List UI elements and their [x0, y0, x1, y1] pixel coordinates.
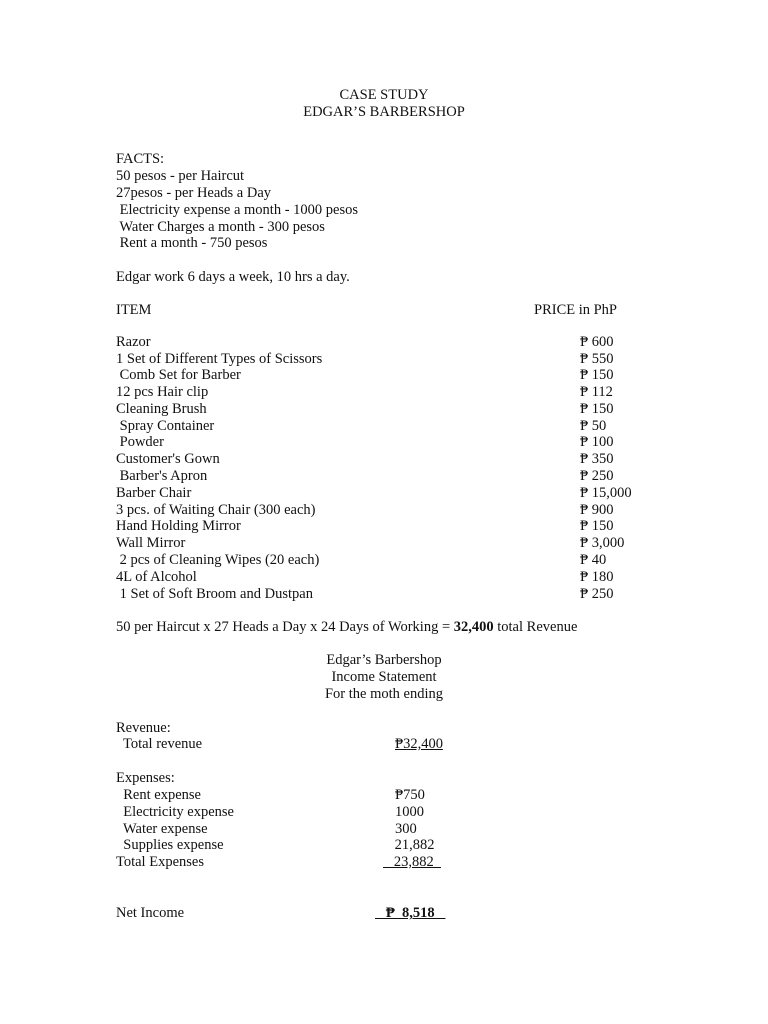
revenue-label: Revenue: — [116, 720, 171, 736]
fact-item: Water Charges a month - 300 pesos — [116, 219, 325, 235]
statement-company: Edgar’s Barbershop — [326, 652, 442, 668]
expenses-label: Expenses: — [116, 770, 175, 786]
price-row-item: Spray Container — [116, 418, 215, 434]
price-row-item: Wall Mirror — [116, 535, 186, 551]
total-expenses-value: 23,882 — [383, 854, 441, 870]
price-row-price: ₱ 150 — [580, 518, 614, 534]
revenue-formula-suffix: total Revenue — [493, 619, 578, 635]
expense-value: 1000 — [395, 804, 424, 820]
price-row-price: ₱ 15,000 — [580, 485, 632, 501]
price-row-price: ₱ 112 — [580, 384, 613, 400]
price-row-item: 2 pcs of Cleaning Wipes (20 each) — [116, 552, 320, 568]
price-row-price: ₱ 600 — [580, 334, 614, 350]
price-row-item: 3 pcs. of Waiting Chair (300 each) — [116, 502, 316, 518]
expense-value: ₱750 — [395, 787, 425, 803]
price-row-price: ₱ 40 — [580, 552, 607, 568]
fact-item: Electricity expense a month - 1000 pesos — [116, 202, 359, 218]
statement-title: Income Statement — [331, 669, 437, 685]
revenue-formula-prefix: 50 per Haircut x 27 Heads a Day x 24 Days of Working = — [116, 619, 454, 635]
price-row-item: Customer's Gown — [116, 451, 220, 467]
price-row-item: Barber Chair — [116, 485, 192, 501]
price-row-price: ₱ 50 — [580, 418, 607, 434]
price-row-item: 4L of Alcohol — [116, 569, 197, 585]
fact-item: 50 pesos - per Haircut — [116, 168, 245, 184]
fact-item: Rent a month - 750 pesos — [116, 235, 268, 251]
price-row-item: 1 Set of Different Types of Scissors — [116, 351, 323, 367]
price-row-price: ₱ 150 — [580, 367, 614, 383]
net-income-label: Net Income — [116, 905, 185, 921]
price-row-price: ₱ 180 — [580, 569, 614, 585]
expense-label: Rent expense — [116, 787, 201, 803]
price-table-header-price: PRICE in PhP — [534, 302, 617, 318]
facts-heading: FACTS: — [116, 151, 165, 167]
expense-label: Electricity expense — [116, 804, 234, 820]
price-row-price: ₱ 3,000 — [580, 535, 625, 551]
expense-label: Water expense — [116, 821, 208, 837]
total-expenses-label: Total Expenses — [116, 854, 204, 870]
price-row-item: Comb Set for Barber — [116, 367, 241, 383]
price-row-item: 12 pcs Hair clip — [116, 384, 209, 400]
expense-value: 300 — [395, 821, 417, 837]
price-row-price: ₱ 900 — [580, 502, 614, 518]
fact-item: 27pesos - per Heads a Day — [116, 185, 272, 201]
price-row-price: ₱ 250 — [580, 586, 614, 602]
price-table-header-item: ITEM — [116, 302, 152, 318]
statement-period: For the moth ending — [324, 686, 443, 702]
doc-title-line2: EDGAR’S BARBERSHOP — [303, 104, 465, 120]
price-row-item: Barber's Apron — [116, 468, 208, 484]
total-revenue-value: ₱32,400 — [395, 736, 443, 752]
revenue-formula-amount: 32,400 — [453, 619, 494, 635]
price-row-price: ₱ 550 — [580, 351, 614, 367]
price-row-price: ₱ 350 — [580, 451, 614, 467]
price-row-item: 1 Set of Soft Broom and Dustpan — [116, 586, 313, 602]
price-row-price: ₱ 100 — [580, 434, 614, 450]
work-note: Edgar work 6 days a week, 10 hrs a day. — [116, 269, 350, 285]
total-revenue-label: Total revenue — [116, 736, 203, 752]
price-row-item: Powder — [116, 434, 164, 450]
doc-title-line1: CASE STUDY — [339, 87, 429, 103]
price-row-item: Razor — [116, 334, 151, 350]
expense-label: Supplies expense — [116, 837, 224, 853]
price-row-item: Hand Holding Mirror — [116, 518, 241, 534]
price-row-price: ₱ 250 — [580, 468, 614, 484]
price-row-item: Cleaning Brush — [116, 401, 207, 417]
revenue-formula — [116, 619, 577, 636]
expense-value: 21,882 — [391, 837, 435, 853]
price-row-price: ₱ 150 — [580, 401, 614, 417]
net-income-value: ₱ 8,518 — [375, 905, 446, 921]
